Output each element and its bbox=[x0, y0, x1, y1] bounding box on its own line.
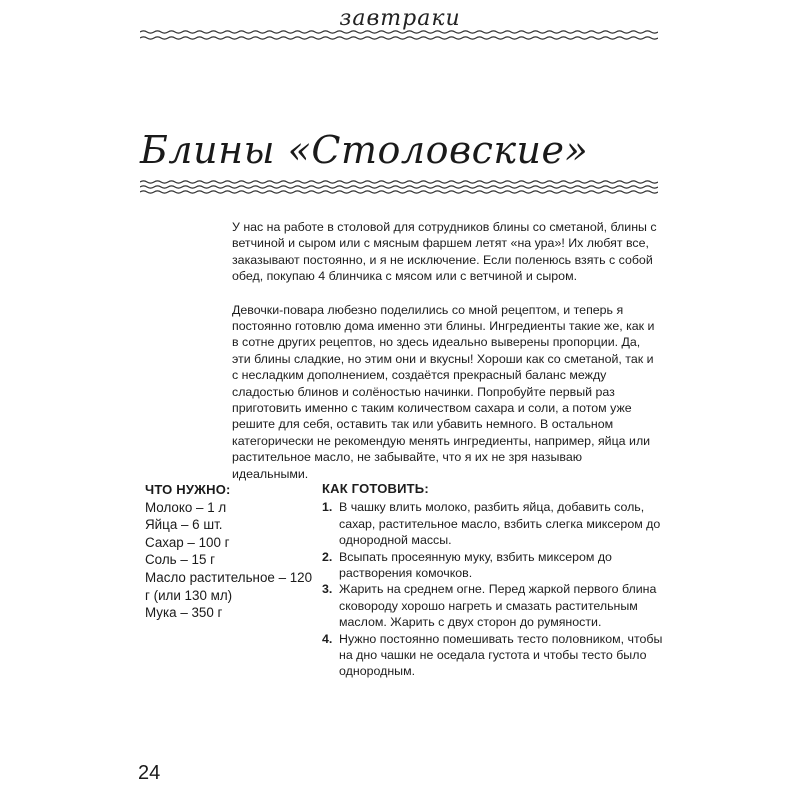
intro-text bbox=[232, 219, 657, 499]
ingredient-item: Яйца – 6 шт. bbox=[145, 517, 223, 533]
ingredients-heading: ЧТО НУЖНО: bbox=[145, 482, 231, 497]
recipe-title: Блины «Столовские» bbox=[140, 128, 589, 172]
step-text: Жарить на среднем огне. Перед жаркой первого блина сковороду хорошо нагреть и смазать растительным маслом. Жарить с двух сторон до румяности. bbox=[339, 582, 657, 630]
ingredient-item: Мука – 350 г bbox=[145, 605, 223, 621]
step-number: 2. bbox=[322, 549, 333, 564]
step-number: 4. bbox=[322, 631, 333, 646]
ingredient-item: Сахар – 100 г bbox=[145, 534, 230, 550]
ingredients-list bbox=[145, 499, 315, 622]
step-item bbox=[322, 549, 667, 582]
section-title: завтраки bbox=[339, 6, 461, 31]
title-wave-divider bbox=[140, 178, 658, 196]
step-text: Всыпать просеянную муку, взбить миксером до растворения комочков. bbox=[339, 549, 612, 581]
steps-heading: КАК ГОТОВИТЬ: bbox=[322, 481, 429, 496]
step-text: Нужно постоянно помешивать тесто половником, чтобы на дно чашки не оседала густота и чтобы тесто было однородным. bbox=[339, 631, 663, 679]
intro-paragraph: Девочки-повара любезно поделились со мной рецептом, и теперь я постоянно готовлю дома именно эти блины. Ингредиенты такие же, как и в сотне других рецептов, но здесь идеально выверены пропорции. Да, эти блины сладкие, но этим они и вкусны! Хороши как со сметаной, так и с несладким дополнением, создаётся прекрасный баланс между сладостью блинов и солёностью начинки. Попробуйте первый раз приготовить именно с таким количеством сахара и соли, а потом уже решите для себя, оставить так или убавить немного. В остальном категорически не рекомендую менять ингредиенты, например, яйца или растительное масло, не забывайте, что я их не зря называю идеальными. bbox=[232, 302, 655, 481]
ingredient-item: Масло растительное – 120 г (или 130 мл) bbox=[145, 569, 313, 603]
step-number: 1. bbox=[322, 500, 333, 515]
step-text: В чашку влить молоко, разбить яйца, добавить соль, сахар, растительное масло, взбить слегка миксером до однородной массы. bbox=[339, 500, 661, 548]
intro-paragraph: У нас на работе в столовой для сотрудников блины со сметаной, блины с ветчиной и сыром или с мясным фаршем летят «на ура»! Их любят все, заказывают постоянно, и я не исключение. Если поленюсь взять с собой обед, покупаю 4 блинчика с мясом или с ветчиной и сыром. bbox=[232, 220, 657, 284]
step-item bbox=[322, 581, 667, 630]
page-number: 24 bbox=[138, 762, 161, 784]
step-number: 3. bbox=[322, 582, 333, 597]
ingredient-item: Молоко – 1 л bbox=[145, 499, 227, 515]
ingredient-item: Соль – 15 г bbox=[145, 552, 215, 568]
header-wave-divider bbox=[140, 28, 658, 42]
step-item bbox=[322, 631, 667, 680]
steps-section bbox=[322, 481, 667, 680]
steps-list bbox=[322, 499, 667, 679]
ingredients-section bbox=[145, 481, 315, 622]
step-item bbox=[322, 499, 667, 548]
